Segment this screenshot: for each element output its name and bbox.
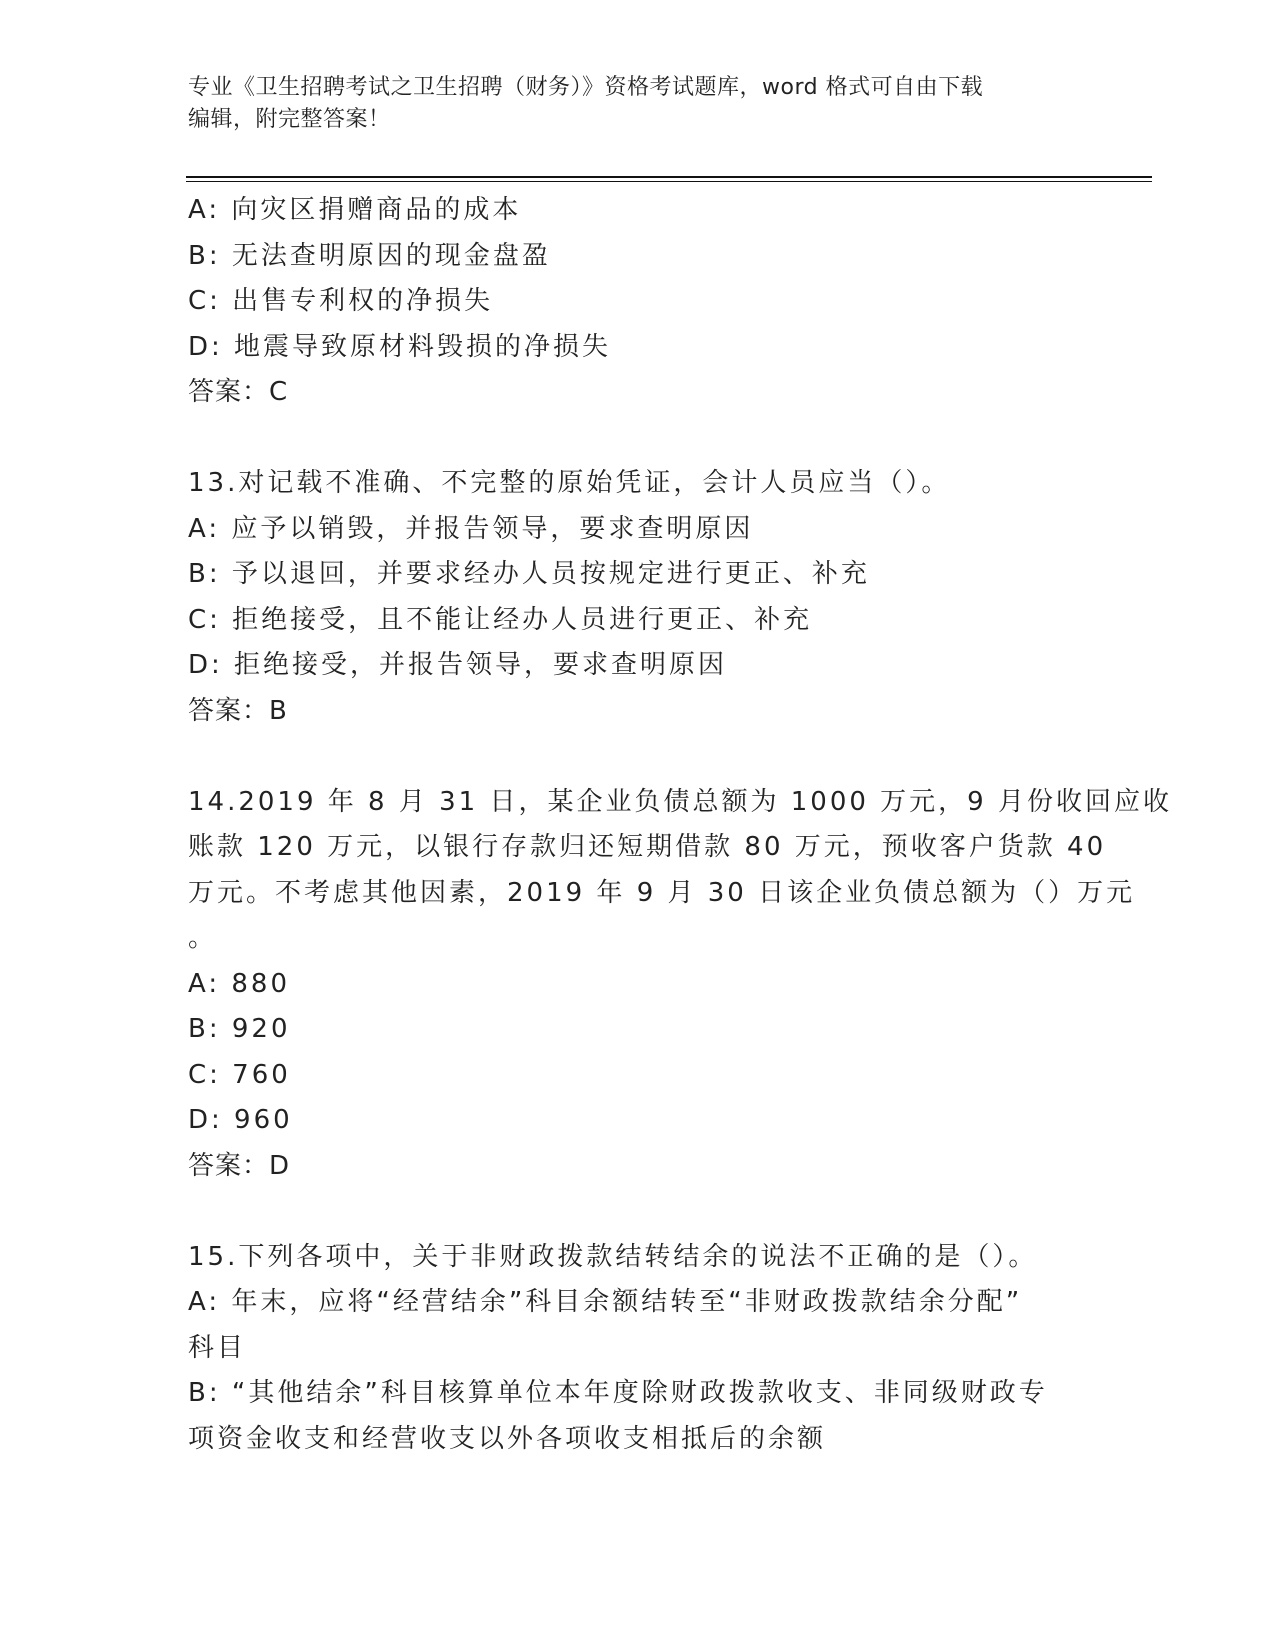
option-b-line-1: B: “其他结余”科目核算单位本年度除财政拨款收支、非同级财政专	[188, 1378, 1048, 1408]
option-a: A: 向灾区捐赠商品的成本	[188, 195, 522, 225]
question-stem-line-4: 。	[188, 923, 218, 953]
header-divider-thick	[186, 176, 1152, 178]
question-stem: 13.对记载不准确、不完整的原始凭证，会计人员应当（）。	[188, 468, 951, 498]
spacer	[188, 1189, 1088, 1235]
question-12	[188, 188, 1088, 416]
option-d: D: 960	[188, 1105, 293, 1135]
question-stem-line-3: 万元。不考虑其他因素，2019 年 9 月 30 日该企业负债总额为（）万元	[188, 877, 1136, 908]
question-stem-line-1: 14.2019 年 8 月 31 日，某企业负债总额为 1000 万元，9 月份收回应收	[188, 786, 1172, 817]
option-d: D: 地震导致原材料毁损的净损失	[188, 331, 612, 362]
option-b-line-2: 项资金收支和经营收支以外各项收支相抵后的余额	[188, 1423, 827, 1454]
spacer	[188, 734, 1088, 780]
document-header	[188, 72, 1078, 136]
answer: 答案：D	[188, 1150, 291, 1181]
option-b: B: 予以退回，并要求经办人员按规定进行更正、补充	[188, 559, 870, 589]
question-content	[188, 188, 1172, 1462]
question-14	[188, 780, 1172, 1190]
header-line-2: 编辑，附完整答案！	[188, 107, 391, 132]
header-line-1: 专业《卫生招聘考试之卫生招聘（财务）》资格考试题库，word 格式可自由下载	[188, 75, 984, 100]
header-divider-thin	[186, 181, 1152, 182]
option-c: C: 760	[188, 1059, 291, 1090]
option-a: A: 应予以销毁，并报告领导，要求查明原因	[188, 513, 754, 544]
option-a-line-1: A: 年末，应将“经营结余”科目余额结转至“非财政拨款结余分配”	[188, 1287, 1023, 1317]
option-a: A: 880	[188, 968, 290, 999]
answer: 答案：B	[188, 695, 288, 726]
question-stem: 15.下列各项中，关于非财政拨款结转结余的说法不正确的是（）。	[188, 1241, 1038, 1272]
question-15	[188, 1235, 1088, 1463]
option-b: B: 920	[188, 1014, 291, 1044]
option-a-line-2: 科目	[188, 1332, 247, 1363]
option-c: C: 拒绝接受，且不能让经办人员进行更正、补充	[188, 604, 813, 635]
option-c: C: 出售专利权的净损失	[188, 286, 494, 316]
option-d: D: 拒绝接受，并报告领导，要求查明原因	[188, 650, 728, 680]
spacer	[188, 416, 1088, 462]
question-stem-line-2: 账款 120 万元，以银行存款归还短期借款 80 万元，预收客户货款 40	[188, 832, 1107, 862]
answer: 答案：C	[188, 377, 289, 407]
question-13	[188, 461, 1088, 734]
option-b: B: 无法查明原因的现金盘盈	[188, 240, 551, 271]
